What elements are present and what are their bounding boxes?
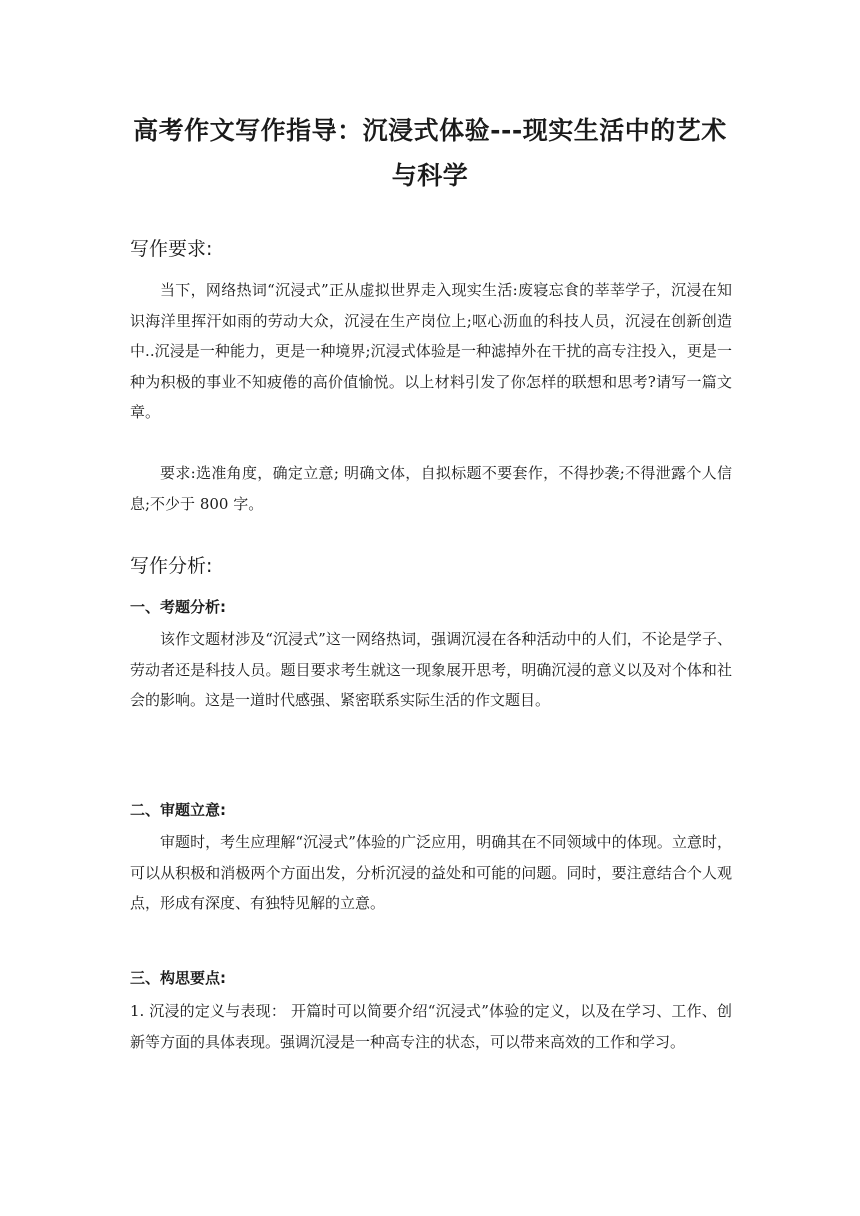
section-text-theme: 审题时，考生应理解“沉浸式”体验的广泛应用，明确其在不同领域中的体现。立意时，可以从积极和消极两个方面出发，分析沉浸的益处和可能的问题。同时，要注意结合个人观点，形成有深度、有独特见解的立意。 bbox=[130, 833, 732, 912]
requirements-heading: 写作要求: bbox=[130, 238, 213, 260]
analysis-heading: 写作分析: bbox=[130, 555, 213, 577]
section-heading-exam-analysis: 一、考题分析: bbox=[130, 598, 226, 616]
section-text-outline: 1. 沉浸的定义与表现： 开篇时可以简要介绍“沉浸式”体验的定义，以及在学习、工作、创新等方面的具体表现。强调沉浸是一种高专注的状态，可以带来高效的工作和学习。 bbox=[130, 1002, 732, 1051]
section-heading-outline: 三、构思要点: bbox=[130, 969, 226, 987]
requirements-rules-paragraph: 要求:选准角度，确定立意; 明确文体，自拟标题不要套作，不得抄袭;不得泄露个人信息;不少于 800 字。 bbox=[130, 464, 732, 513]
requirements-paragraph: 当下，网络热词“沉浸式”正从虚拟世界走入现实生活:废寝忘食的莘莘学子，沉浸在知识海洋里挥汗如雨的劳动大众，沉浸在生产岗位上;呕心沥血的科技人员，沉浸在创新创造中..沉浸是一种能力，更是一种境界;沉浸式体验是一种滤掉外在干扰的高专注投入，更是一种为积极的事业不知疲倦的高价值愉悦。以上材料引发了你怎样的联想和思考?请写一篇文章。 bbox=[130, 281, 732, 421]
section-heading-theme: 二、审题立意: bbox=[130, 801, 226, 819]
document-title: 高考作文写作指导：沉浸式体验---现实生活中的艺术与科学 bbox=[133, 116, 727, 190]
section-text-exam-analysis: 该作文题材涉及“沉浸式”这一网络热词，强调沉浸在各种活动中的人们，不论是学子、劳动者还是科技人员。题目要求考生就这一现象展开思考，明确沉浸的意义以及对个体和社会的影响。这是一道时代感强、紧密联系实际生活的作文题目。 bbox=[130, 630, 732, 709]
